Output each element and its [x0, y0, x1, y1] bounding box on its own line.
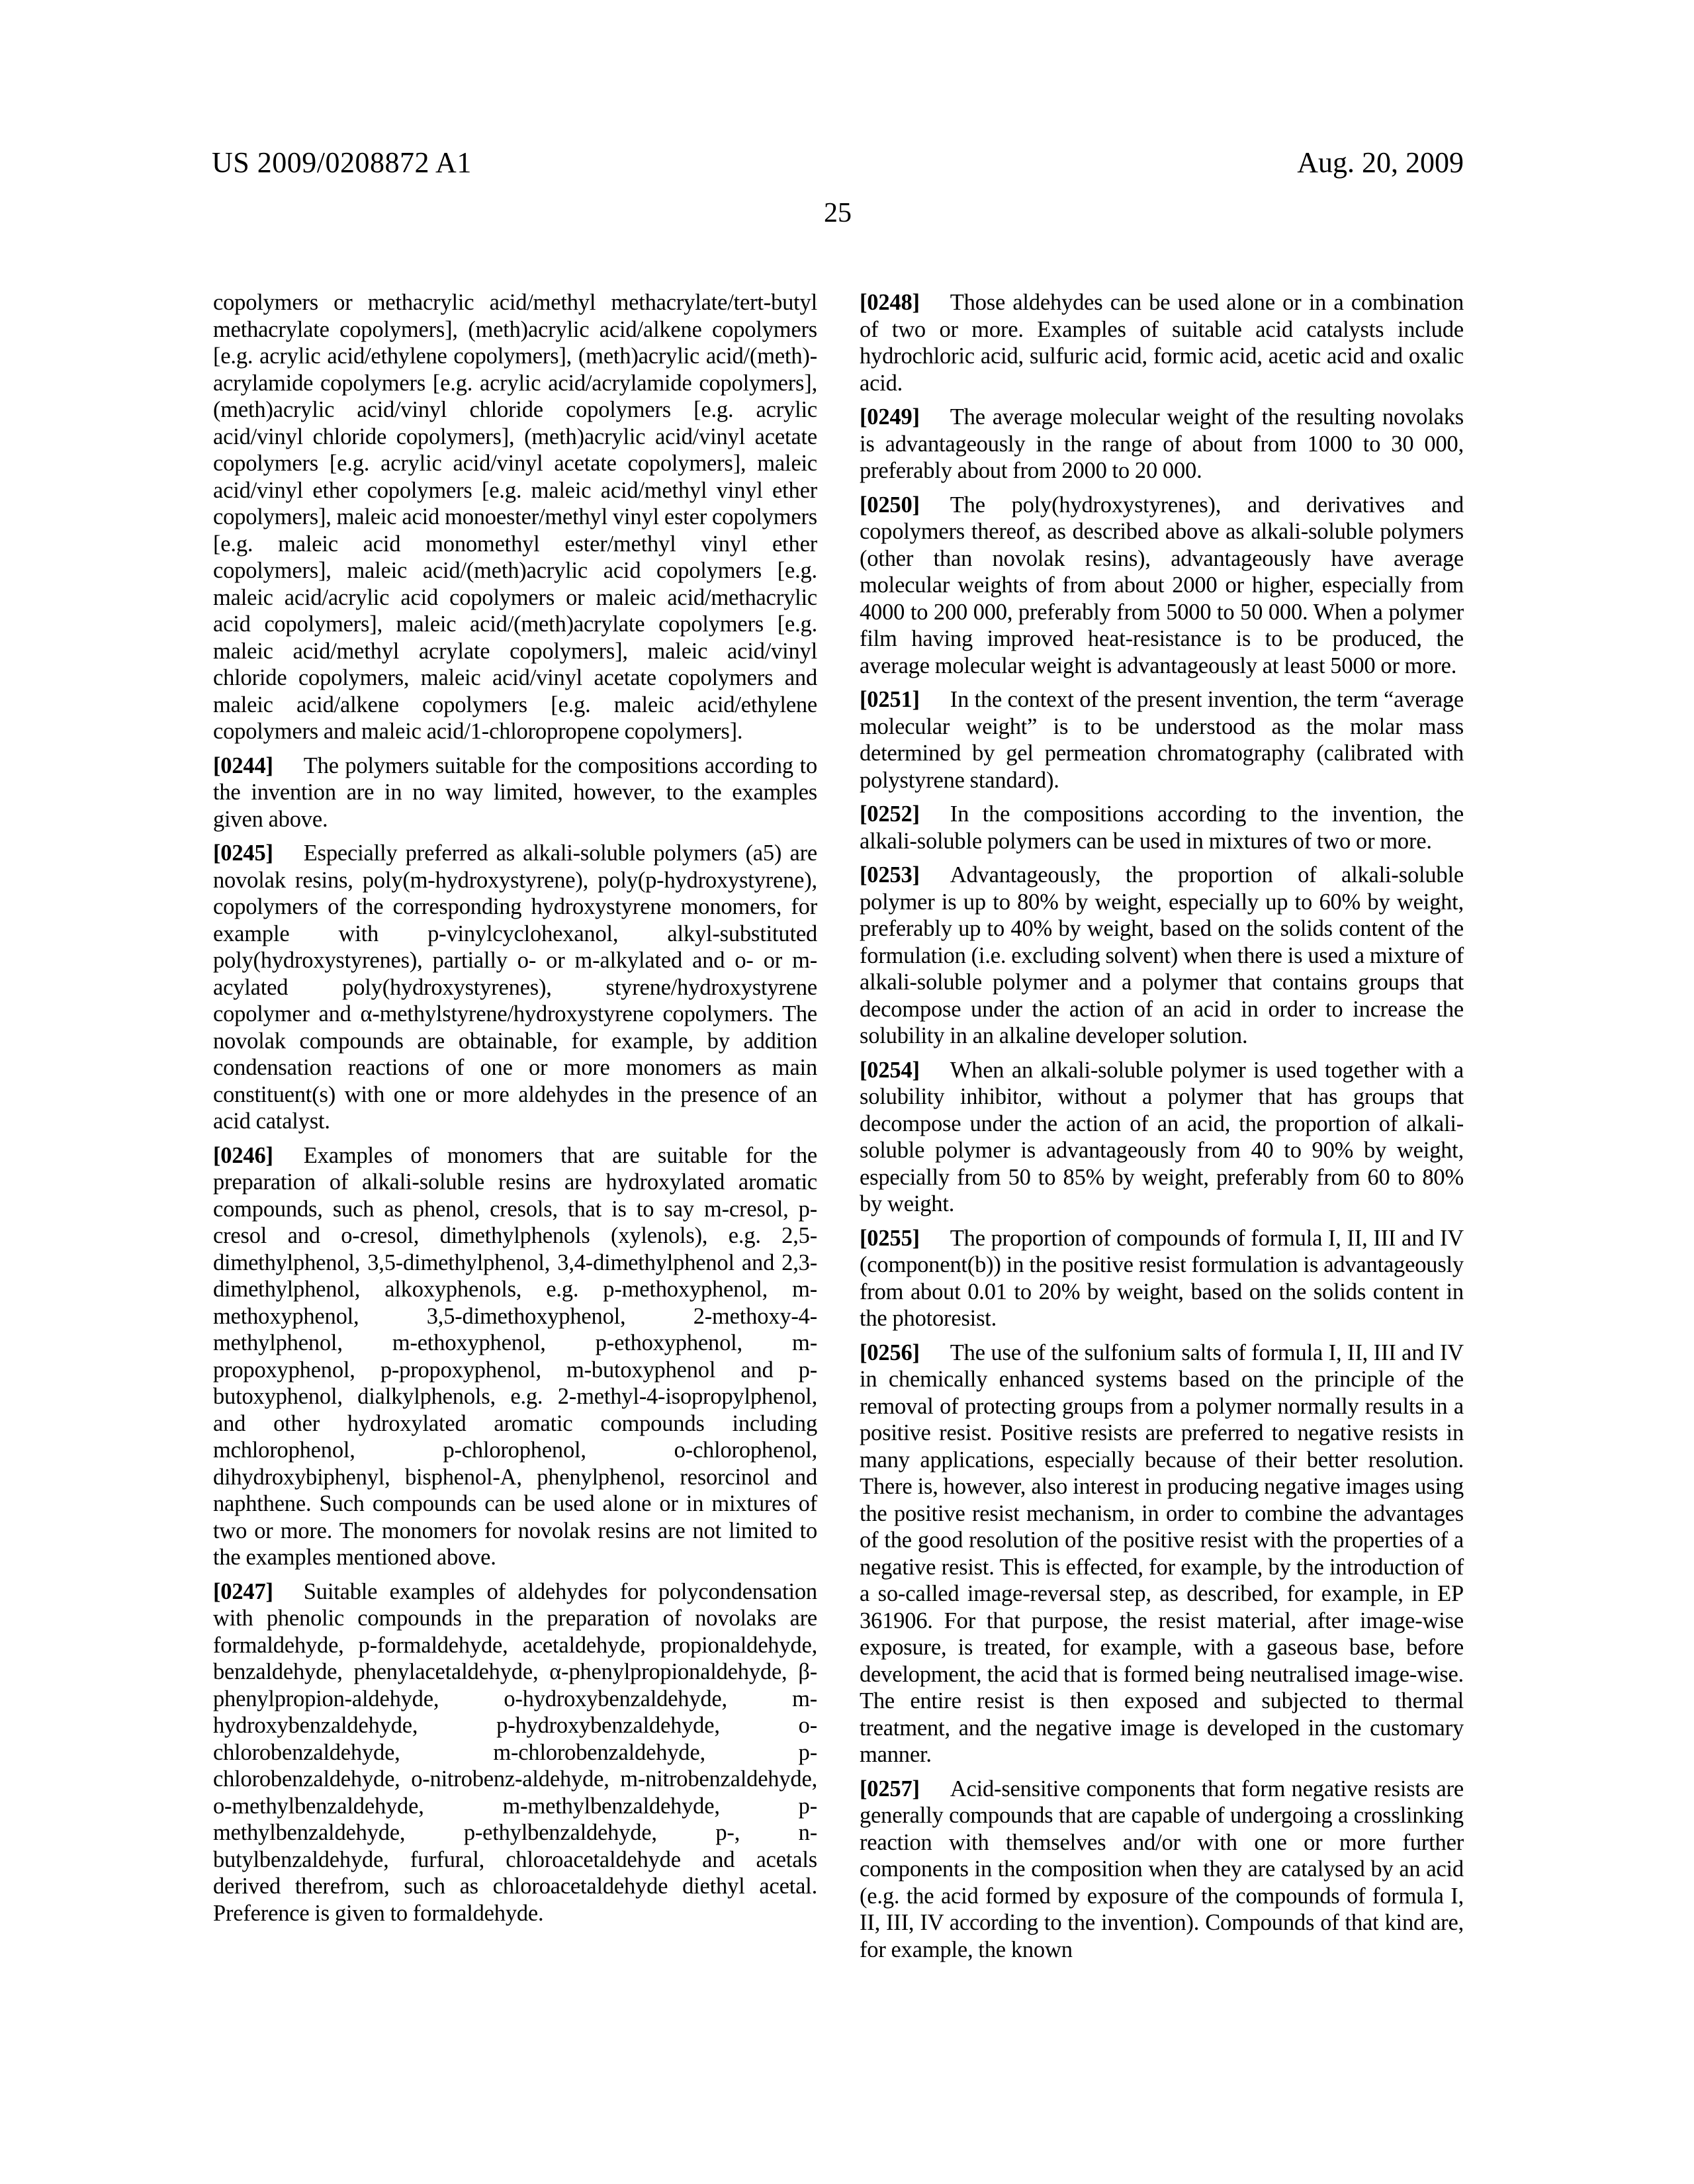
paragraph-text: Those aldehydes can be used alone or in a combination of two or more. Examples of suitable acid catalysts include hydrochloric acid, sulfuric acid, formic acid, acetic acid and oxalic acid. [860, 290, 1464, 396]
paragraph-text: Especially preferred as alkali-soluble polymers (a5) are novolak resins, poly(m-hydroxystyrene), poly(p-hydroxystyrene), copolymers of the corresponding hydroxystyrene monomers, for example with p-vinylcyclohexanol, alkyl-substituted poly(hydroxystyrenes), partially o- or m-alkylated and o- or m-acylated poly(hydroxystyrenes), styrene/hydroxystyrene copolymer and α-methylstyrene/hydroxystyrene copolymers. The novolak compounds are obtainable, for example, by addition condensation reactions of one or more monomers as main constituent(s) with one or more aldehydes in the presence of an acid catalyst. [213, 841, 817, 1134]
paragraph-number: [0255] [860, 1225, 920, 1251]
paragraph [213, 840, 817, 1135]
publication-number: US 2009/0208872 A1 [212, 146, 472, 179]
paragraph-text: In the context of the present invention, the term “average molecular weight” is to be understood as the molar mass determined by gel permeation chromatography (calibrated with polystyrene standard). [860, 687, 1464, 793]
paragraph-number: [0249] [860, 404, 920, 430]
paragraph [213, 1142, 817, 1571]
text-columns [213, 289, 1464, 1963]
paragraph-text: Suitable examples of aldehydes for polycondensation with phenolic compounds in the preparation of novolaks are formaldehyde, p-formaldehyde, acetaldehyde, propionaldehyde, benzaldehyde, phenylacetaldehyde, α-phenylpropionaldehyde, β-phenylpropion-aldehyde, o-hydroxybenzaldehyde, m-hydroxybenzaldehyde, p-hydroxybenzaldehyde, o-chlorobenzaldehyde, m-chlorobenzaldehyde, p-chlorobenzaldehyde, o-nitrobenz-aldehyde, m-nitrobenzaldehyde, o-methylbenzaldehyde, m-methylbenzaldehyde, p-methylbenzaldehyde, p-ethylbenzaldehyde, p-, n-butylbenzaldehyde, furfural, chloroacetaldehyde and acetals derived therefrom, such as chloroacetaldehyde diethyl acetal. Preference is given to formaldehyde. [213, 1578, 817, 1926]
paragraph [860, 289, 1464, 396]
paragraph [213, 752, 817, 833]
paragraph-text: The average molecular weight of the resulting novolaks is advantageously in the range of about from 1000 to 30 000, preferably about from 2000 to 20 000. [860, 404, 1464, 483]
left-column [213, 289, 817, 1927]
paragraph-number: [0244] [213, 752, 273, 778]
paragraph [860, 1340, 1464, 1768]
paragraph [213, 1578, 817, 1927]
paragraph-text: When an alkali-soluble polymer is used together with a solubility inhibitor, without a polymer that has groups that decompose under the action of an acid, the proportion of alkali-soluble polymer is advantageously from 40 to 90% by weight, especially from 50 to 85% by weight, preferably from 60 to 80% by weight. [860, 1057, 1464, 1216]
paragraph-text: Advantageously, the proportion of alkali-soluble polymer is up to 80% by weight, especially up to 60% by weight, preferably up to 40% by weight, based on the solids content of the formulation (i.e. excluding solvent) when there is used a mixture of alkali-soluble polymer and a polymer that contains groups that decompose under the action of an acid in order to increase the solubility in an alkaline developer solution. [860, 862, 1464, 1048]
paragraph-number: [0248] [860, 290, 920, 315]
paragraph [860, 404, 1464, 484]
paragraph-number: [0251] [860, 687, 920, 712]
paragraph [860, 1057, 1464, 1218]
paragraph-number: [0257] [860, 1776, 920, 1801]
paragraph-text: copolymers or methacrylic acid/methyl methacrylate/tert-butyl methacrylate copolymers], (meth)acrylic acid/alkene copolymers [e.g. acrylic acid/ethylene copolymers], (meth)acrylic acid/(meth)-acrylamide copolymers [e.g. acrylic acid/acrylamide copolymers], (meth)acrylic acid/vinyl chloride copolymers [e.g. acrylic acid/vinyl chloride copolymers], (meth)acrylic acid/vinyl acetate copolymers [e.g. acrylic acid/vinyl acetate copolymers], maleic acid/vinyl ether copolymers [e.g. maleic acid/methyl vinyl ether copolymers], maleic acid monoester/methyl vinyl ester copolymers [e.g. maleic acid monomethyl ester/methyl vinyl ether copolymers], maleic acid/(meth)acrylic acid copolymers [e.g. maleic acid/acrylic acid copolymers or maleic acid/methacrylic acid copolymers], maleic acid/(meth)acrylate copolymers [e.g. maleic acid/methyl acrylate copolymers], maleic acid/vinyl chloride copolymers, maleic acid/vinyl acetate copolymers and maleic acid/alkene copolymers [e.g. maleic acid/ethylene copolymers and maleic acid/1-chloropropene copolymers]. [213, 290, 817, 744]
publication-date: Aug. 20, 2009 [1297, 146, 1464, 179]
paragraph-number: [0252] [860, 801, 920, 827]
paragraph-number: [0254] [860, 1057, 920, 1083]
paragraph-number: [0256] [860, 1340, 920, 1365]
paragraph [213, 289, 817, 745]
paragraph [860, 492, 1464, 680]
paragraph [860, 862, 1464, 1050]
paragraph [860, 1225, 1464, 1332]
paragraph-text: The polymers suitable for the compositions according to the invention are in no way limited, however, to the examples given above. [213, 752, 817, 832]
right-column [860, 289, 1464, 1963]
paragraph-text: The proportion of compounds of formula I, II, III and IV (component(b)) in the positive resist formulation is advantageously from about 0.01 to 20% by weight, based on the solids content in the photoresist. [860, 1225, 1464, 1331]
page-number: 25 [824, 198, 852, 228]
paragraph-number: [0247] [213, 1578, 273, 1604]
paragraph-text: The poly(hydroxystyrenes), and derivatives and copolymers thereof, as described above as alkali-soluble polymers (other than novolak resins), advantageously have average molecular weights of from about 2000 or higher, especially from 4000 to 200 000, preferably from 5000 to 50 000. When a polymer film having improved heat-resistance is to be produced, the average molecular weight is advantageously at least 5000 or more. [860, 492, 1464, 678]
paragraph-number: [0246] [213, 1142, 273, 1168]
paragraph-text: Examples of monomers that are suitable for the preparation of alkali-soluble resins are hydroxylated aromatic compounds, such as phenol, cresols, that is to say m-cresol, p-cresol and o-cresol, dimethylphenols (xylenols), e.g. 2,5-dimethylphenol, 3,5-dimethylphenol, 3,4-dimethylphenol and 2,3-dimethylphenol, alkoxyphenols, e.g. p-methoxyphenol, m-methoxyphenol, 3,5-dimethoxyphenol, 2-methoxy-4-methylphenol, m-ethoxyphenol, p-ethoxyphenol, m-propoxyphenol, p-propoxyphenol, m-butoxyphenol and p-butoxyphenol, dialkylphenols, e.g. 2-methyl-4-isopropylphenol, and other hydroxylated aromatic compounds including mchlorophenol, p-chlorophenol, o-chlorophenol, dihydroxybiphenyl, bisphenol-A, phenylphenol, resorcinol and naphthene. Such compounds can be used alone or in mixtures of two or more. The monomers for novolak resins are not limited to the examples mentioned above. [213, 1142, 817, 1570]
paragraph-number: [0245] [213, 841, 273, 866]
paragraph [860, 801, 1464, 854]
paragraph-text: The use of the sulfonium salts of formula I, II, III and IV in chemically enhanced systems based on the principle of the removal of protecting groups from a polymer normally results in a positive resist. Positive resists are preferred to negative resists in many applications, especially because of their better resolution. There is, however, also interest in producing negative images using the positive resist mechanism, in order to combine the advantages of the good resolution of the positive resist with the properties of a negative resist. This is effected, for example, by the introduction of a so-called image-reversal step, as described, for example, in EP 361906. For that purpose, the resist material, after image-wise exposure, is treated, for example, with a gaseous base, before development, the acid that is formed being neutralised image-wise. The entire resist is then exposed and subjected to thermal treatment, and the negative image is developed in the customary manner. [860, 1340, 1464, 1767]
paragraph [860, 1776, 1464, 1964]
paragraph-text: Acid-sensitive components that form negative resists are generally compounds that are capable of undergoing a crosslinking reaction with themselves and/or with one or more further components in the composition when they are catalysed by an acid (e.g. the acid formed by exposure of the compounds of formula I, II, III, IV according to the invention). Compounds of that kind are, for example, the known [860, 1776, 1464, 1962]
paragraph-text: In the compositions according to the invention, the alkali-soluble polymers can be used in mixtures of two or more. [860, 801, 1464, 854]
paragraph-number: [0250] [860, 492, 920, 518]
paragraph [860, 686, 1464, 794]
paragraph-number: [0253] [860, 862, 920, 887]
